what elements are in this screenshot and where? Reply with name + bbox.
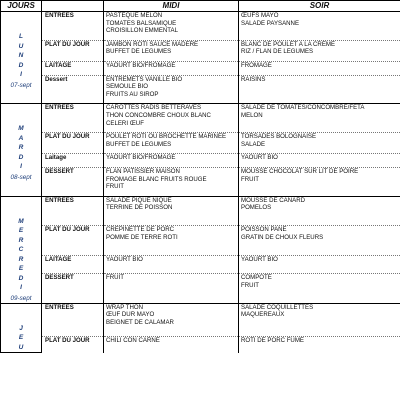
menu-body [1, 12, 400, 353]
day-cell [1, 104, 42, 196]
day-date: 09-sept [10, 294, 32, 302]
midi-dish: BEIGNET DE CALAMAR [106, 318, 174, 326]
menu-row [1, 337, 400, 353]
midi-dish: POMME DE TERRE ROTI [106, 233, 178, 241]
menu-row [1, 61, 400, 75]
soir-dish: ŒUFS MAYO [241, 12, 279, 19]
category-label: ENTREES [42, 196, 104, 225]
soir-cell [239, 337, 400, 353]
day-letter: M [18, 125, 24, 133]
day-letter: E [18, 265, 24, 273]
day-letter: E [18, 227, 24, 235]
soir-dish: POMELOS [241, 204, 272, 212]
soir-dish: SALADE DE TOMATES/CONCOMBRE/FETA [241, 104, 365, 112]
category-label: PLAT DU JOUR [42, 337, 104, 353]
midi-cell [104, 104, 239, 133]
midi-dish: JAMBON ROTI SAUCE MADERE [106, 40, 199, 48]
menu-row [1, 75, 400, 104]
category-label: Dessert [42, 75, 104, 104]
category-label: LAITAGE [42, 255, 104, 274]
midi-cell [104, 133, 239, 154]
soir-dish: COMPOTE [241, 274, 272, 282]
menu-row [1, 133, 400, 154]
midi-dish: YAOURT BIO/FROMAGE [106, 61, 176, 69]
menu-row [1, 104, 400, 133]
soir-dish: FRUIT [241, 281, 259, 289]
midi-dish: WRAP THON [106, 303, 144, 311]
soir-dish: BLANC DE POULET A LA CREME [241, 40, 336, 48]
soir-cell [239, 12, 400, 41]
soir-cell [239, 274, 400, 303]
menu-row [1, 12, 400, 41]
soir-dish: ROTI DE PORC FUME [241, 337, 304, 345]
midi-cell [104, 196, 239, 225]
midi-dish: FRUIT [106, 183, 124, 191]
midi-dish: CHILI CON CARNE [106, 337, 160, 345]
day-letter: J [19, 324, 23, 332]
category-label: DESSERT [42, 274, 104, 303]
soir-dish: SALADE COQUILLETTES [241, 303, 314, 311]
day-letter: R [18, 144, 24, 152]
soir-cell [239, 75, 400, 104]
menu-row [1, 40, 400, 61]
day-date: 08-sept [10, 173, 32, 181]
day-letter: I [20, 284, 22, 292]
category-label: ENTREES [42, 303, 104, 337]
midi-dish: POULET ROTI OU BROCHETTE MARINEE [106, 133, 227, 141]
day-date: 07-sept [10, 81, 32, 89]
midi-dish: FRUIT [106, 274, 124, 282]
day-letter: I [20, 71, 22, 78]
day-letter: R [18, 236, 24, 244]
day-letter: R [18, 255, 24, 263]
midi-dish: ŒUF DUR MAYO [106, 311, 155, 319]
header-row [1, 1, 400, 12]
menu-row [1, 154, 400, 168]
midi-cell [104, 337, 239, 353]
midi-dish: BUFFET DE LEGUMES [106, 140, 172, 148]
day-letter: D [18, 153, 24, 161]
menu-row [1, 167, 400, 196]
soir-dish: SALADE PAYSANNE [241, 19, 300, 27]
midi-cell [104, 274, 239, 303]
soir-dish: POISSON PANE [241, 226, 287, 234]
day-letter: A [18, 134, 24, 142]
soir-dish: MOUSSE CHOCOLAT SUR LIT DE POIRE [241, 167, 359, 175]
header-midi: MIDI [104, 1, 239, 12]
day-name [1, 124, 41, 172]
midi-dish: PASTEQUE MELON [106, 12, 163, 19]
midi-dish: TERRINE DE POISSON [106, 204, 173, 212]
midi-dish: FROMAGE BLANC FRUITS ROUGE [106, 175, 207, 183]
soir-cell [239, 61, 400, 75]
midi-dish: YAOURT BIO [106, 255, 143, 263]
day-cell [1, 196, 42, 303]
day-cell [1, 303, 42, 353]
midi-cell [104, 303, 239, 337]
soir-dish: SALADE [241, 140, 266, 148]
day-name [1, 324, 41, 353]
midi-dish: FLAN PATISSIER MAISON [106, 167, 180, 175]
soir-cell [239, 104, 400, 133]
day-letter: U [18, 42, 24, 50]
category-label: PLAT DU JOUR [42, 40, 104, 61]
soir-dish: TORSADES BOLOGNAISE [241, 133, 317, 141]
day-letter: E [18, 334, 24, 342]
midi-dish: CREPINETTE DE PORC [106, 226, 175, 234]
soir-cell [239, 226, 400, 255]
soir-cell [239, 167, 400, 196]
midi-dish: TOMATES BALSAMIQUE [106, 19, 177, 27]
day-name [1, 217, 41, 293]
soir-dish: MELON [241, 111, 263, 119]
menu-row [1, 196, 400, 225]
midi-cell [104, 255, 239, 274]
header-category [42, 1, 104, 12]
menu-row [1, 274, 400, 303]
soir-cell [239, 40, 400, 61]
midi-dish: YAOURT BIO/FROMAGE [106, 154, 176, 162]
category-label: Laitage [42, 154, 104, 168]
header-jours: JOURS [1, 1, 42, 12]
soir-cell [239, 196, 400, 225]
soir-dish: RAISINS [241, 75, 266, 83]
day-letter: D [18, 61, 24, 69]
midi-cell [104, 167, 239, 196]
soir-dish: MOUSSE DE CANARD [241, 196, 305, 204]
day-letter: I [20, 163, 22, 171]
midi-dish: BUFFET DE LEGUMES [106, 48, 172, 56]
midi-cell [104, 226, 239, 255]
day-cell [1, 12, 42, 104]
midi-cell [104, 154, 239, 168]
category-label: PLAT DU JOUR [42, 133, 104, 154]
category-label: PLAT DU JOUR [42, 226, 104, 255]
midi-dish: SEMOULE BIO [106, 83, 148, 91]
midi-dish: FRUITS AU SIROP [106, 90, 159, 98]
day-letter: D [18, 274, 24, 282]
day-letter: U [18, 343, 24, 351]
category-label: ENTREES [42, 104, 104, 133]
soir-dish: FRUIT [241, 175, 259, 183]
soir-cell [239, 133, 400, 154]
menu-row [1, 255, 400, 274]
midi-cell [104, 12, 239, 41]
menu-row [1, 226, 400, 255]
category-label: LAITAGE [42, 61, 104, 75]
midi-cell [104, 75, 239, 104]
soir-dish: GRATIN DE CHOUX FLEURS [241, 233, 324, 241]
day-name [1, 32, 41, 80]
soir-dish: YAOURT BIO [241, 154, 278, 162]
category-label: ENTREES [42, 12, 104, 41]
soir-dish: FROMAGE [241, 61, 272, 69]
day-letter: N [18, 52, 24, 59]
midi-dish: ENTREMETS VANILLE BIO [106, 75, 183, 83]
soir-cell [239, 255, 400, 274]
midi-dish: CELERI ŒUF [106, 119, 144, 127]
midi-dish: CAROTTES RADIS BETTERAVES [106, 104, 202, 112]
midi-cell [104, 40, 239, 61]
day-letter: M [18, 217, 24, 225]
category-label: DESSERT [42, 167, 104, 196]
menu-row [1, 303, 400, 337]
soir-cell [239, 303, 400, 337]
header-soir: SOIR [239, 1, 400, 12]
midi-dish: THON CONCOMBRE CHOUX BLANC [106, 111, 211, 119]
soir-cell [239, 154, 400, 168]
day-letter: C [18, 246, 24, 254]
midi-dish: SALADE PIQUE NIQUE [106, 196, 172, 204]
soir-dish: RIZ / FLAN DE LEGUMES [241, 48, 314, 56]
midi-dish: CROISILLON EMMENTAL [106, 27, 179, 35]
soir-dish: YAOURT BIO [241, 255, 278, 263]
day-letter: L [19, 33, 23, 40]
soir-dish: MAQUEREAUX [241, 311, 285, 319]
midi-cell [104, 61, 239, 75]
